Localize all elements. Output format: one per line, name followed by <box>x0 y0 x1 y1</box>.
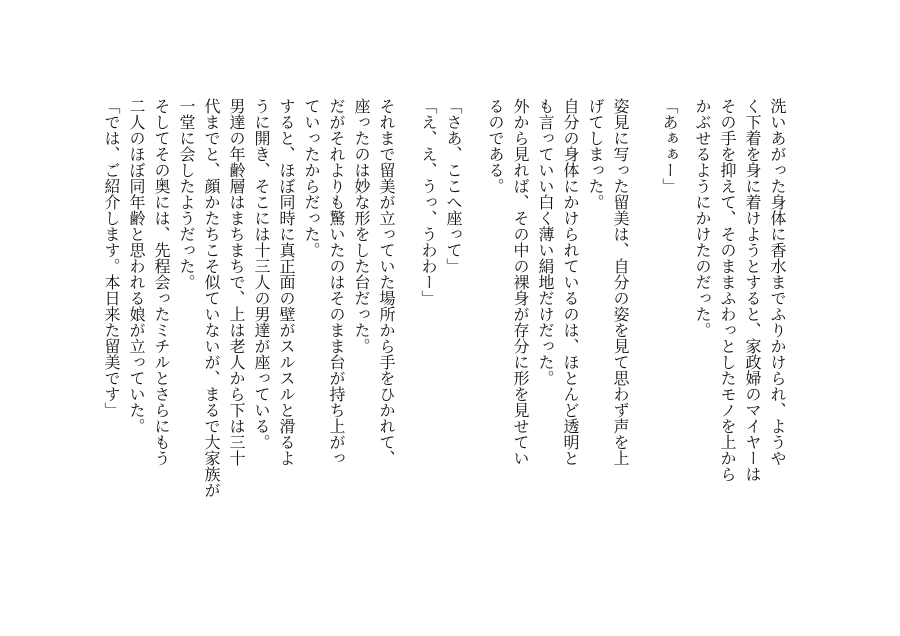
text-column: 男達の年齢層はまちまちで、上は老人から下は三十 <box>227 98 246 466</box>
text-column: く下着を身に着けようとすると、家政婦のマイヤーは <box>743 98 762 482</box>
text-column: その手を抑えて、そのままふわっとしたモノを上から <box>718 98 737 482</box>
text-column: 姿見に写った留美は、自分の姿を見て思わず声を上 <box>611 98 630 466</box>
text-column: だがそれよりも驚いたのはそのまま台が持ち上がっ <box>327 98 346 466</box>
text-column: も言っていい白く薄い絹地だけだった。 <box>536 98 555 386</box>
text-column: 二人のほぼ同年齢と思われる娘が立っていた。 <box>127 98 146 434</box>
text-column: 外から見れば、その中の裸身が存分に形を見せてい <box>511 98 530 466</box>
text-column: 座ったのは妙な形をした台だった。 <box>352 98 371 354</box>
text-column: 自分の身体にかけられているのは、ほとんど透明と <box>561 98 580 466</box>
dialogue-column: 「さあ、ここへ座って」 <box>444 98 463 274</box>
text-column: ていったからだった。 <box>302 98 321 258</box>
text-column: うに開き、そこには十三人の男達が座っている。 <box>252 98 271 450</box>
text-column: 一堂に会したようだった。 <box>177 98 196 290</box>
text-column: すると、ほぼ同時に真正面の壁がスルスルと滑るよ <box>277 98 296 466</box>
text-column: そしてその奥には、先程会ったミチルとさらにもう <box>152 98 171 466</box>
text-column: げてしまった。 <box>586 98 605 210</box>
text-column: 洗いあがった身体に香水までふりかけられ、ようや <box>768 98 787 466</box>
text-column: るのである。 <box>486 98 505 194</box>
text-column: かぶせるようにかけたのだった。 <box>693 98 712 338</box>
dialogue-column: 「では、ご紹介します。本日来た留美です」 <box>102 98 121 418</box>
text-column: それまで留美が立っていた場所から手をひかれて、 <box>377 98 396 466</box>
text-column: 代までと、顔かたちこそ似ていないが、まるで大家族が <box>202 98 221 498</box>
dialogue-column: 「え、え、うっ、うわわー」 <box>419 98 438 306</box>
dialogue-column: 「あぁぁー」 <box>660 98 679 194</box>
